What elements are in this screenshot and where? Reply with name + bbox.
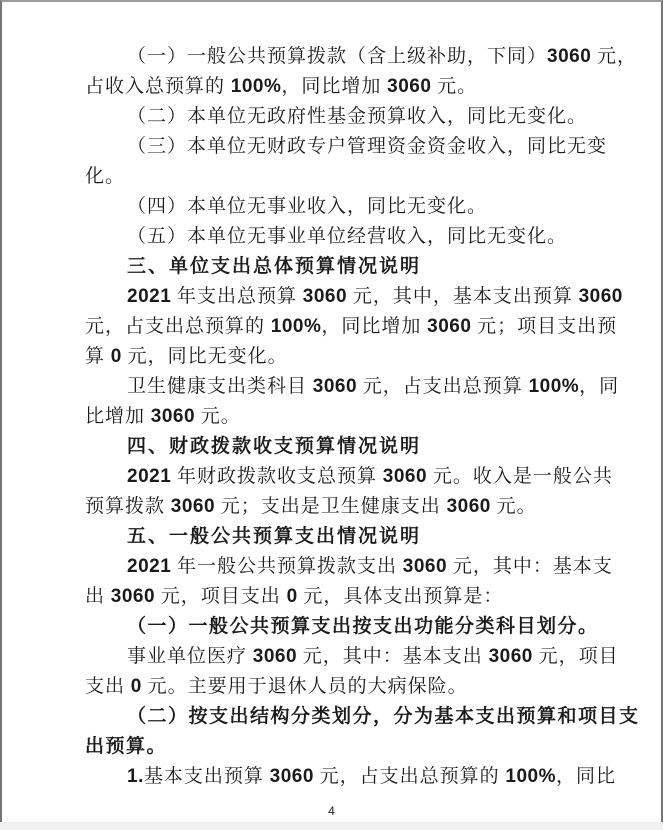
- text-line: 2021 年一般公共预算拨款支出 3060 元，其中：基本支: [127, 556, 613, 577]
- numeric-value: 3060: [312, 376, 358, 397]
- numeric-value: 0: [130, 676, 142, 697]
- text-line: （三）本单位无财政专户管理资金资金收入，同比无变: [127, 136, 608, 157]
- numeric-value: 2021: [127, 286, 172, 307]
- numeric-value: 100%: [528, 376, 580, 397]
- text-line: 占收入总预算的 100%，同比增加 3060 元。: [85, 76, 478, 97]
- numeric-value: 3060: [150, 406, 196, 427]
- numeric-value: 3060: [110, 586, 156, 607]
- text-line: （四）本单位无事业收入，同比无变化。: [127, 196, 488, 217]
- numeric-value: 3060: [269, 766, 314, 787]
- text-line: 预算拨款 3060 元；支出是卫生健康支出 3060 元。: [85, 496, 537, 517]
- text-line: 四、财政拨款收支预算情况说明: [127, 436, 422, 457]
- numeric-value: 1.: [127, 766, 144, 787]
- text-line: 五、一般公共预算支出情况说明: [127, 526, 422, 547]
- numeric-value: 100%: [270, 316, 322, 337]
- text-line: 2021 年支出总预算 3060 元，其中，基本支出预算 3060: [127, 286, 623, 307]
- numeric-value: 3060: [170, 496, 216, 517]
- text-line: （五）本单位无事业单位经营收入，同比无变化。: [127, 226, 568, 247]
- text-line: 化。: [85, 166, 126, 187]
- numeric-value: 2021: [127, 556, 172, 577]
- numeric-value: 3060: [427, 316, 472, 337]
- text-line: 算 0 元，同比无变化。: [85, 346, 288, 367]
- text-line: 支出 0 元。主要用于退休人员的大病保险。: [85, 676, 468, 697]
- numeric-value: 3060: [446, 496, 491, 517]
- numeric-value: 3060: [402, 556, 448, 577]
- numeric-value: 2021: [127, 466, 172, 487]
- numeric-value: 3060: [382, 466, 428, 487]
- numeric-value: 100%: [505, 766, 557, 787]
- numeric-value: 3060: [302, 286, 348, 307]
- numeric-value: 0: [286, 586, 298, 607]
- text-line: （二）本单位无政府性基金预算收入，同比无变化。: [127, 106, 588, 127]
- viewer-bottom-strip: [0, 822, 663, 830]
- text-line: 出 3060 元，项目支出 0 元，具体支出预算是：: [85, 586, 504, 607]
- document-lines: [85, 42, 640, 792]
- text-line: 卫生健康支出类科目 3060 元，占支出总预算 100%，同: [127, 376, 620, 397]
- numeric-value: 3060: [547, 46, 592, 67]
- numeric-value: 3060: [387, 76, 432, 97]
- text-line: 三、单位支出总体预算情况说明: [127, 256, 422, 277]
- text-line: （一）一般公共预算拨款（含上级补助，下同）3060 元，: [127, 46, 638, 67]
- page-number: 4: [328, 804, 335, 818]
- numeric-value: 100%: [230, 76, 282, 97]
- text-line: 元，占支出总预算的 100%，同比增加 3060 元；项目支出预: [85, 316, 618, 337]
- text-line: （二）按支出结构分类划分，分为基本支出预算和项目支: [127, 706, 640, 727]
- numeric-value: 3060: [488, 646, 533, 667]
- numeric-value: 0: [110, 346, 122, 367]
- text-line: 2021 年财政拨款收支总预算 3060 元。收入是一般公共: [127, 466, 613, 487]
- text-line: 1.基本支出预算 3060 元，占支出总预算的 100%，同比: [127, 766, 617, 787]
- text-line: 事业单位医疗 3060 元，其中：基本支出 3060 元，项目: [127, 646, 619, 667]
- text-line: 比增加 3060 元。: [85, 406, 241, 427]
- text-line: 出预算。: [85, 736, 168, 757]
- numeric-value: 3060: [252, 646, 298, 667]
- text-line: （一）一般公共预算支出按支出功能分类科目划分。: [127, 616, 599, 637]
- numeric-value: 3060: [578, 286, 623, 307]
